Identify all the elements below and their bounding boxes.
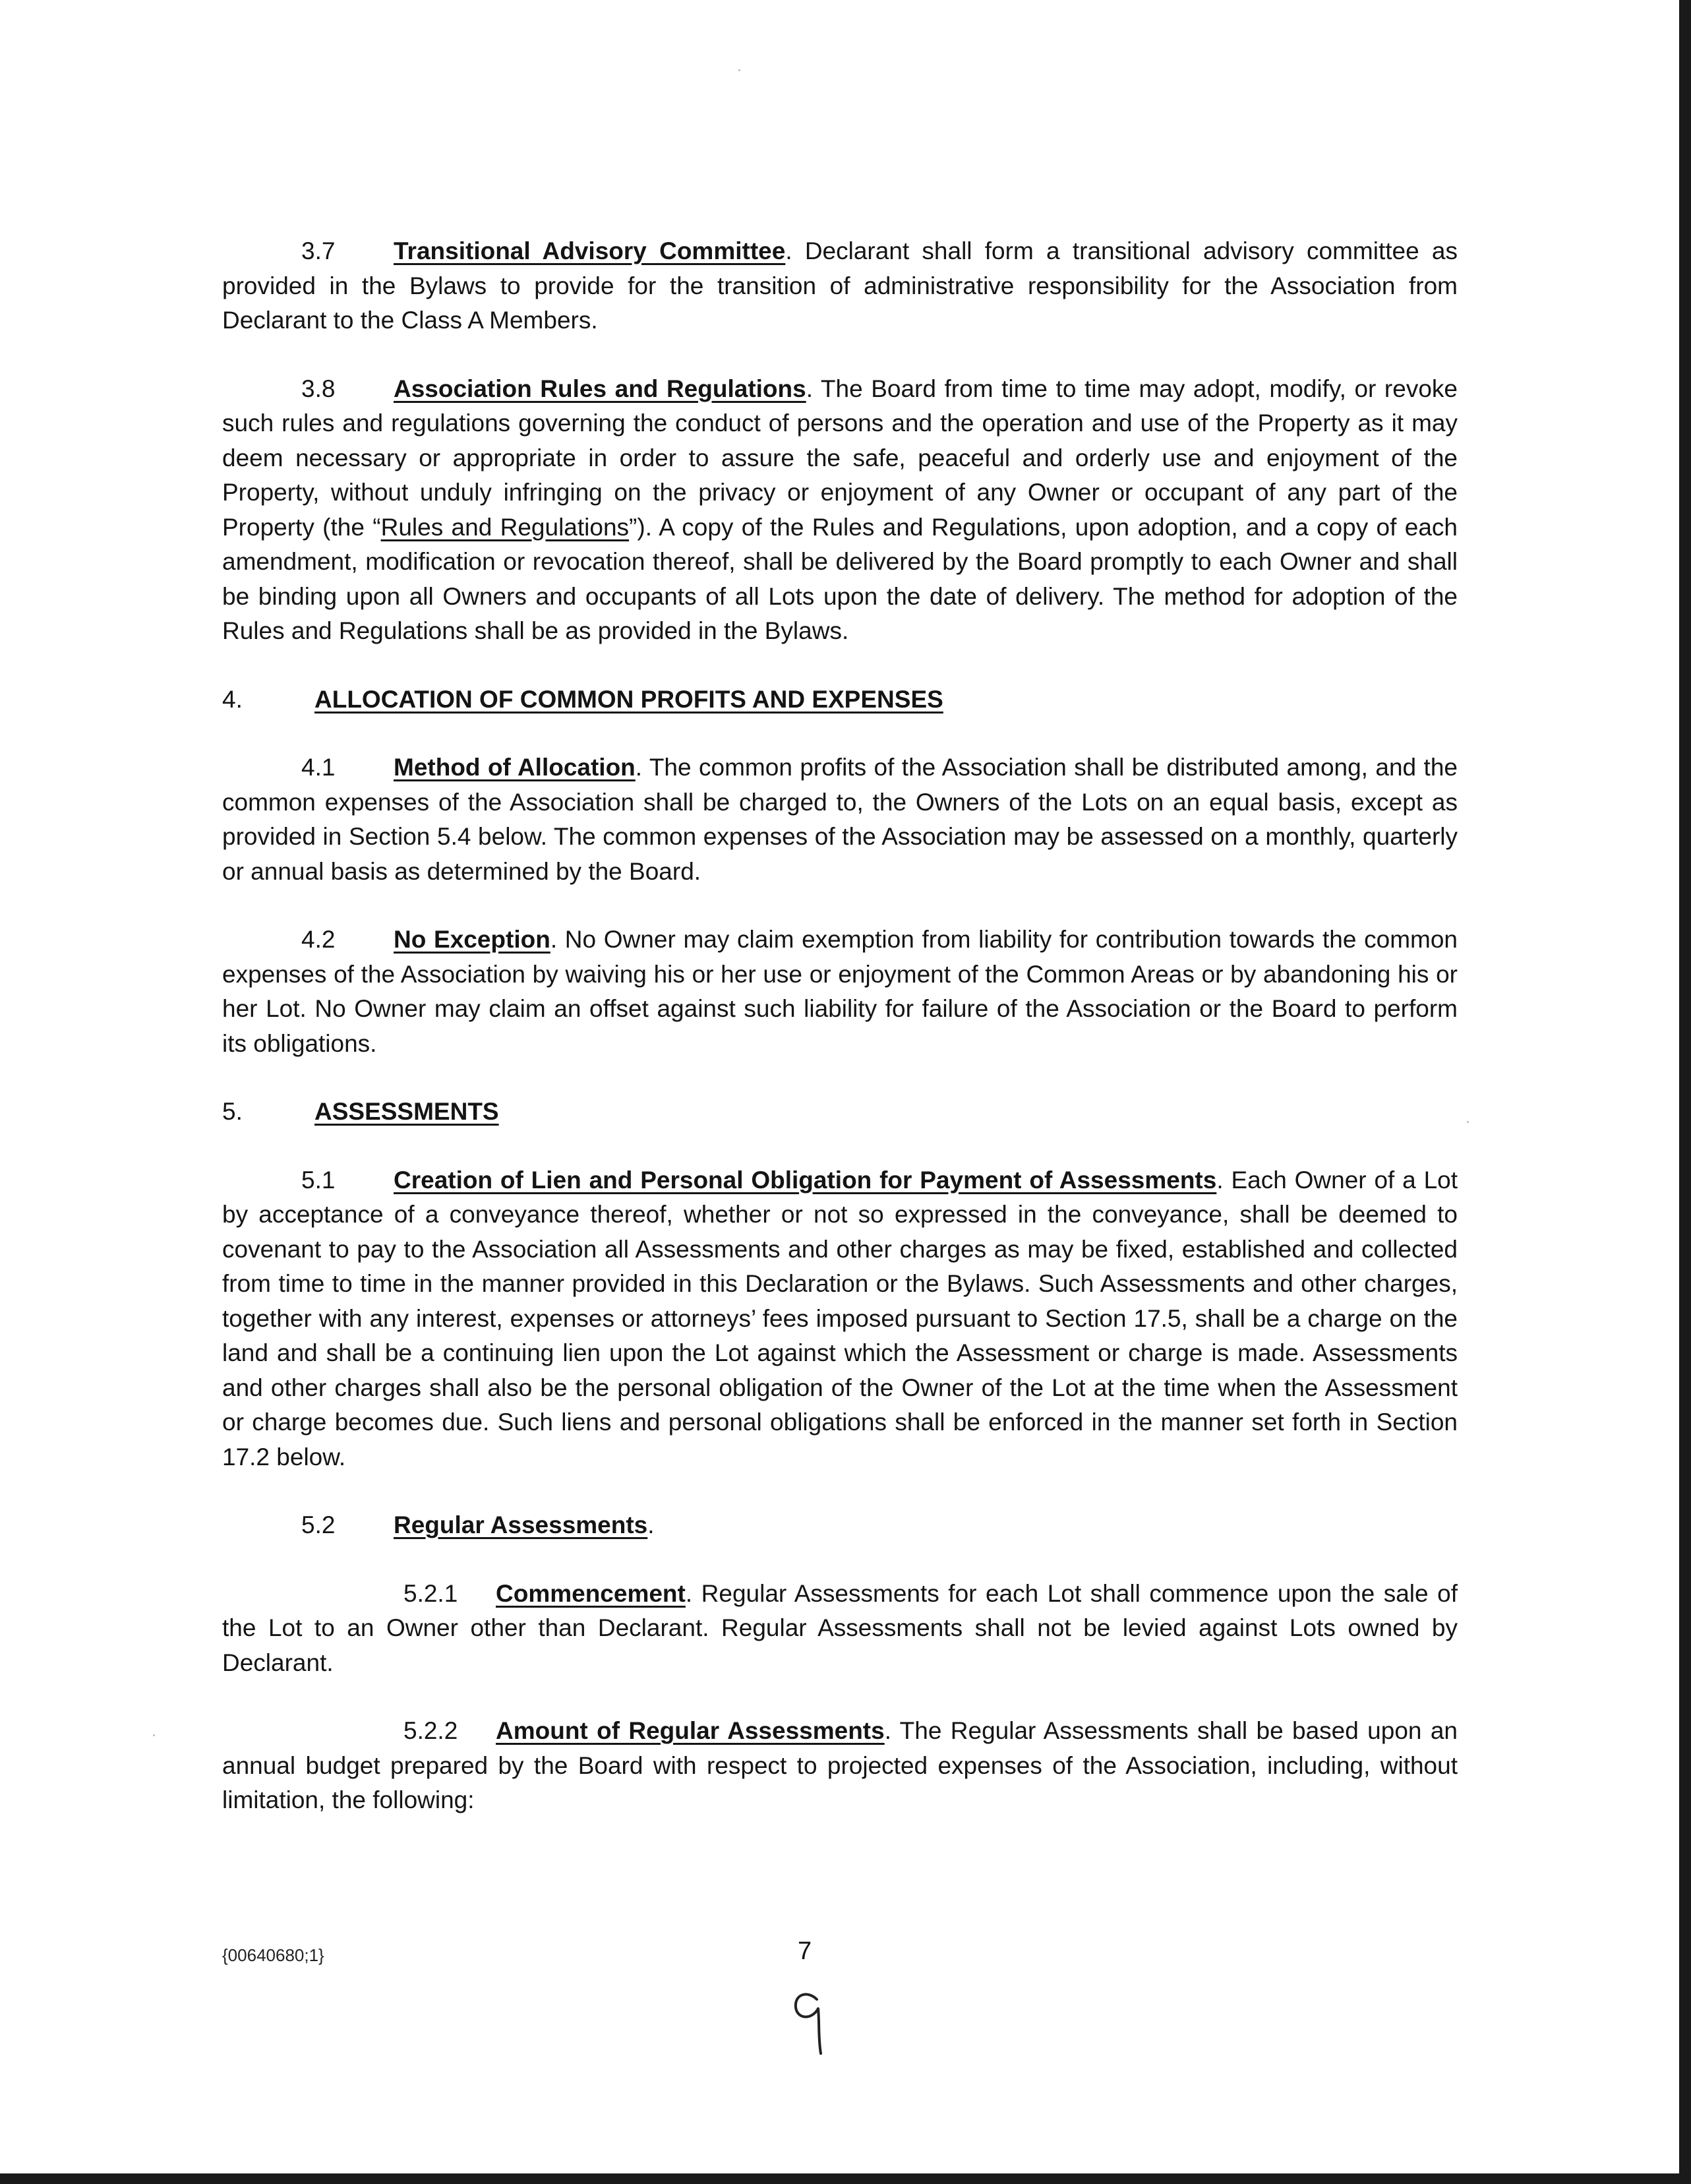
section-text: . The Board from time to time may adopt, modify, or revoke such rules and regulations governing the conduct of persons and the operation and use of the Property as it may deem necessary or appropriate in order to assure the safe, peaceful and orderly use and enjoyment of the Property, without unduly infringing on the privacy or enjoyment of any Owner or occupant of any part of the Property (the “ [222,375,1458,541]
section-title: ALLOCATION OF COMMON PROFITS AND EXPENSES [314,685,943,713]
section-title: Method of Allocation [394,754,636,781]
section-title: Transitional Advisory Committee [394,237,786,264]
section-title: Amount of Regular Assessments [496,1717,885,1744]
section-number: 5.2.2 [403,1717,458,1744]
section-number: 5.2.1 [403,1579,458,1607]
section-title: ASSESSMENTS [314,1098,499,1125]
section-text: . The common profits of the Association shall be distributed among, and the common expenses of the Association shall be charged to, the Owners of the Lots on an equal basis, except as provided in Section 5.4 below. The common expenses of the Association may be assessed on a monthly, quarterly or annual basis as determined by the Board. [222,754,1458,885]
section-title: Creation of Lien and Personal Obligation for Payment of Assessments [394,1166,1217,1194]
section-3-8 [222,372,1458,649]
document-body [222,234,1458,1852]
section-text: . Regular Assessments for each Lot shall commence upon the sale of the Lot to an Owner other than Declarant. Regular Assessments shall not be levied against Lots owned by Declarant. [222,1579,1458,1676]
section-text: . The Regular Assessments shall be based upon an annual budget prepared by the Board with respect to projected expenses of the Association, including, without limitation, the following: [222,1717,1458,1813]
section-number: 4. [222,685,243,713]
section-title: Regular Assessments [394,1511,648,1538]
section-number: 5.2 [301,1511,336,1538]
section-text: . No Owner may claim exemption from liability for contribution towards the common expenses of the Association by waiving his or her use or enjoyment of the Common Areas or by abandoning his or her Lot. No Owner may claim an offset against such liability for failure of the Association or the Board to perform its obligations. [222,926,1458,1057]
section-5-2 [222,1508,1458,1543]
section-text-cont: ”). A copy of the Rules and Regulations, upon adoption, and a copy of each amendment, modification or revocation thereof, shall be delivered by the Board promptly to each Owner and shall be binding upon all Owners and occupants of all Lots upon the date of delivery. The method for adoption of the Rules and Regulations shall be as provided in the Bylaws. [222,513,1458,644]
section-5-heading [222,1095,1458,1130]
section-number: 3.7 [301,237,336,264]
section-3-7 [222,234,1458,338]
scan-speck [1467,1121,1469,1123]
section-5-1 [222,1163,1458,1475]
section-title: No Exception [394,926,550,953]
page-number: 7 [798,1937,812,1965]
document-id: {00640680;1} [222,1945,324,1965]
section-5-2-2 [222,1714,1458,1818]
section-number: 3.8 [301,375,336,402]
defined-term: Rules and Regulations [380,513,630,541]
section-4-heading [222,682,1458,717]
section-4-2 [222,923,1458,1061]
section-number: 4.2 [301,926,336,953]
section-title: Commencement [496,1579,686,1607]
section-text: . Declarant shall form a transitional advisory committee as provided in the Bylaws to provide for the transition of administrative responsibility for the Association from Declarant to the Class A Members. [222,237,1458,334]
section-5-2-1 [222,1577,1458,1681]
scan-speck [738,69,740,71]
scan-speck [153,1734,155,1736]
section-number: 5.1 [301,1166,336,1194]
section-number: 5. [222,1098,243,1125]
section-text: . Each Owner of a Lot by acceptance of a conveyance thereof, whether or not so expressed in the conveyance, shall be deemed to covenant to pay to the Association all Assessments and other charges as may be fixed, established and collected from time to time in the manner provided in this Declaration or the Bylaws. Such Assessments and other charges, together with any interest, expenses or attorneys’ fees imposed pursuant to Section 17.5, shall be a charge on the land and shall be a continuing lien upon the Lot against which the Assessment or charge is made. Assessments and other charges shall also be the personal obligation of the Owner of the Lot at the time when the Assessment or charge becomes due. Such liens and personal obligations shall be enforced in the manner set forth in Section 17.2 below. [222,1166,1458,1471]
section-4-1 [222,750,1458,889]
handwritten-page-number [788,1985,834,2057]
section-text: . [647,1511,655,1538]
section-number: 4.1 [301,754,336,781]
section-title: Association Rules and Regulations [394,375,806,402]
